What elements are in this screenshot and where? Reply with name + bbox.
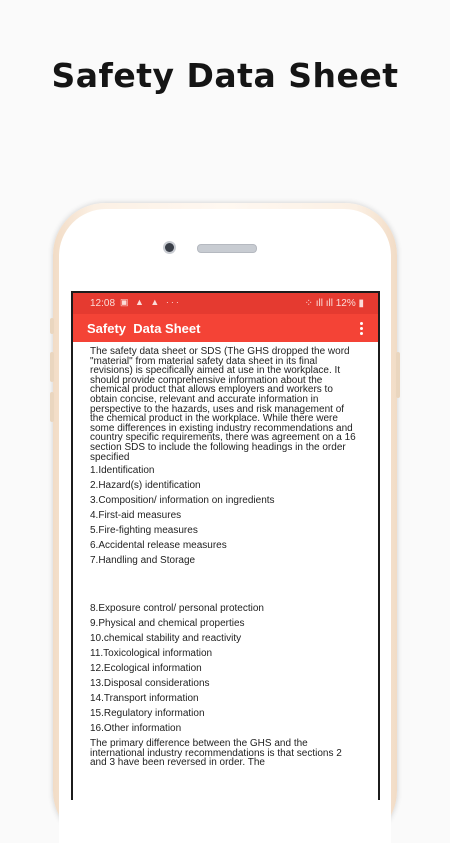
status-bar (73, 293, 378, 314)
phone-volume-up-button (50, 352, 54, 382)
app-title: Safety Data Sheet (87, 321, 201, 336)
phone-silent-switch (50, 318, 54, 334)
list-item: 1.Identification (90, 465, 155, 477)
list-item: 7.Handling and Storage (90, 555, 196, 567)
overflow-menu-icon[interactable] (354, 320, 368, 336)
list-item: 4.First-aid measures (90, 510, 182, 522)
front-camera (165, 243, 174, 252)
list-item: 3.Composition/ information on ingredients (90, 495, 275, 507)
phone-screen (71, 291, 380, 800)
outro-paragraph: The primary difference between the GHS and the international industry recommendations is that sections 2 and 3 have been reversed in order. The (90, 738, 342, 769)
notification-icons: ▣ ▲ ▲ ··· (120, 297, 181, 307)
app-toolbar (73, 314, 378, 342)
list-item: 16.Other information (90, 723, 182, 735)
battery-signal-indicator: ⁘ ıll ıll 12% ▮ (304, 298, 364, 309)
list-item: 8.Exposure control/ personal protection (90, 603, 264, 615)
list-item: 14.Transport information (90, 693, 199, 705)
list-item: 2.Hazard(s) identification (90, 480, 201, 492)
status-time: 12:08 (90, 298, 116, 309)
spacer (90, 571, 360, 604)
list-item: 10.chemical stability and reactivity (90, 633, 242, 645)
list-item: 5.Fire-fighting measures (90, 525, 198, 537)
list-item: 13.Disposal considerations (90, 678, 210, 690)
article-content[interactable] (73, 342, 378, 800)
list-item: 11.Toxicological information (90, 648, 213, 660)
article-text (90, 347, 360, 768)
list-item: 9.Physical and chemical properties (90, 618, 245, 630)
list-item: 12.Ecological information (90, 663, 202, 675)
list-item: 15.Regulatory information (90, 708, 205, 720)
page-headline: Safety Data Sheet (51, 56, 399, 95)
phone-power-button (396, 352, 400, 398)
intro-paragraph: The safety data sheet or SDS (The GHS dropped the word "material" from material safety data sheet in its final revisions) is specifically aimed at use in the workplace. It should provide comprehensive information about the chemical product that allows employers and workers to obtain concise, relevant and accurate information in perspective to the hazards, uses and risk management of the chemical product in the workplace. While there were some differences in existing industry recommendations and country specific requirements, there was agreement on a 16 section SDS to include the following headings in the order specified (90, 346, 356, 463)
list-item: 6.Accidental release measures (90, 540, 227, 552)
earpiece-speaker (197, 244, 257, 253)
phone-volume-down-button (50, 392, 54, 422)
